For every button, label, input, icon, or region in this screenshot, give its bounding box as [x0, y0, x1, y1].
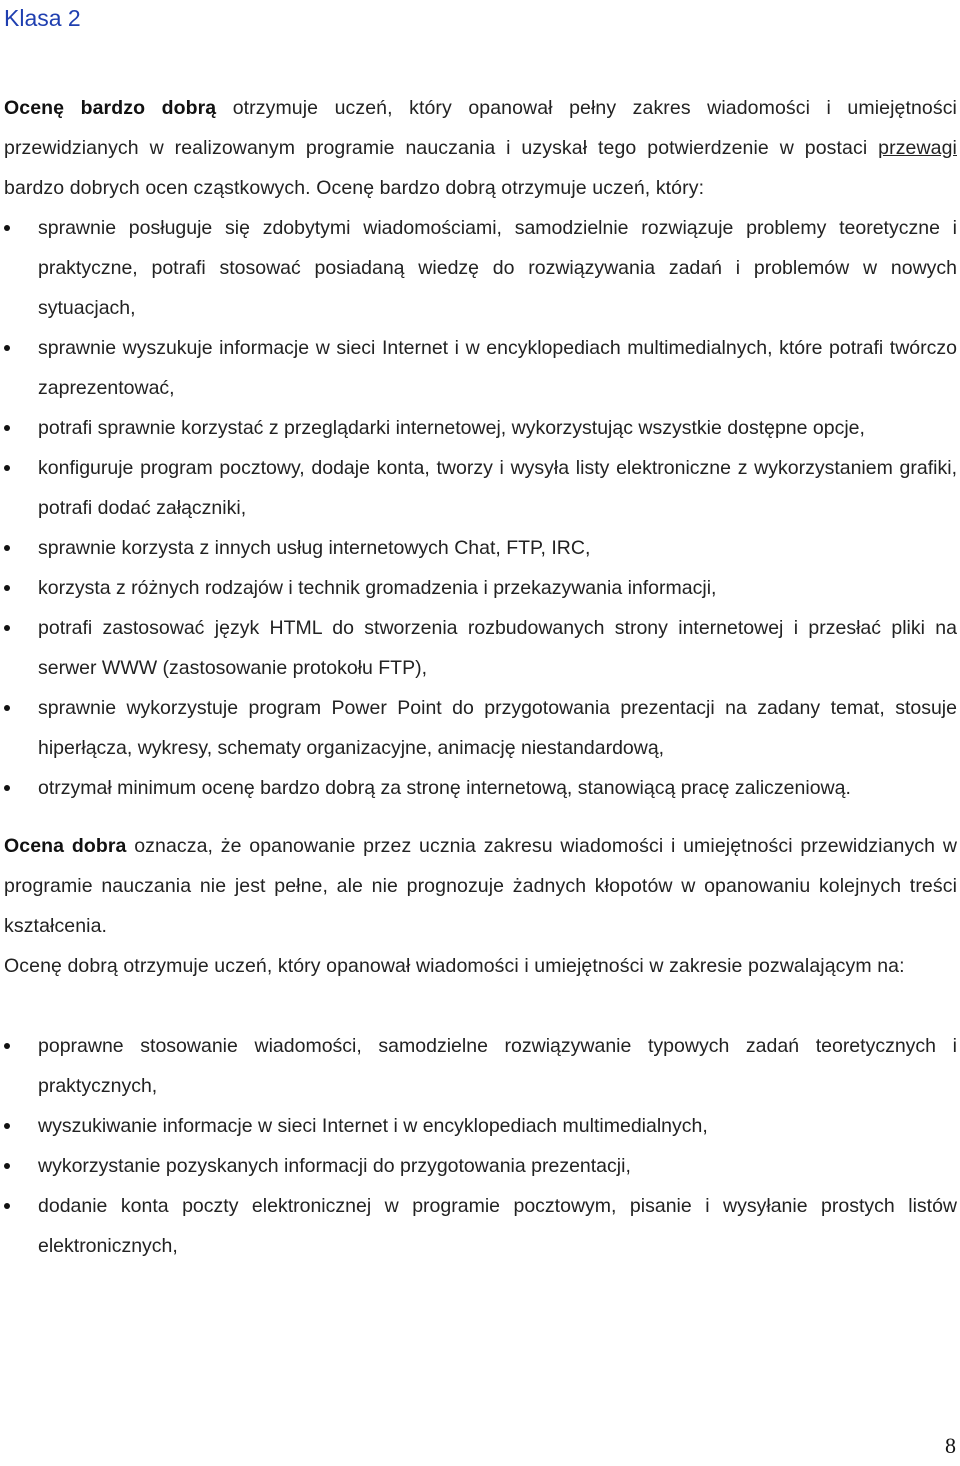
- page-number: 8: [945, 1433, 956, 1458]
- page-title: Klasa 2: [4, 5, 81, 31]
- spacer: [4, 808, 957, 826]
- very-good-intro: [4, 88, 957, 208]
- good-intro: [4, 826, 957, 946]
- very-good-criteria-list: [4, 208, 957, 808]
- document-body: [4, 88, 957, 1266]
- good-second-paragraph: Ocenę dobrą otrzymuje uczeń, który opanował wiadomości i umiejętności w zakresie pozwalającym na:: [4, 955, 905, 977]
- list-item: korzysta z różnych rodzajów i technik gromadzenia i przekazywania informacji,: [4, 568, 957, 608]
- underlined-text: przewagi: [878, 137, 957, 159]
- list-item: wyszukiwanie informacje w sieci Internet i w encyklopediach multimedialnych,: [4, 1106, 957, 1146]
- very-good-intro-text-2: bardzo dobrych ocen cząstkowych. Ocenę bardzo dobrą otrzymuje uczeń, który:: [4, 177, 705, 199]
- good-criteria-list: [4, 1026, 957, 1266]
- list-item: konfiguruje program pocztowy, dodaje konta, tworzy i wysyła listy elektroniczne z wykorzystaniem grafiki, potrafi dodać załączniki,: [4, 448, 957, 528]
- spacer: [4, 986, 957, 1026]
- list-item: otrzymał minimum ocenę bardzo dobrą za stronę internetową, stanowiącą pracę zaliczeniową.: [4, 768, 957, 808]
- list-item: sprawnie posługuje się zdobytymi wiadomościami, samodzielnie rozwiązuje problemy teoretyczne i praktyczne, potrafi stosować posiadaną wiedzę do rozwiązywania zadań i problemów w nowych sytuacjach,: [4, 208, 957, 328]
- list-item: poprawne stosowanie wiadomości, samodzielne rozwiązywanie typowych zadań teoretycznych i praktycznych,: [4, 1026, 957, 1106]
- list-item: potrafi sprawnie korzystać z przeglądarki internetowej, wykorzystując wszystkie dostępne opcje,: [4, 408, 957, 448]
- good-intro-text: oznacza, że opanowanie przez ucznia zakresu wiadomości i umiejętności przewidzianych w programie nauczania nie jest pełne, ale nie prognozuje żadnych kłopotów w opanowaniu kolejnych treści kształcenia.: [4, 835, 957, 937]
- very-good-label: Ocenę bardzo dobrą: [4, 97, 217, 119]
- list-item: wykorzystanie pozyskanych informacji do przygotowania prezentacji,: [4, 1146, 957, 1186]
- good-label: Ocena dobra: [4, 835, 127, 857]
- list-item: sprawnie wyszukuje informacje w sieci Internet i w encyklopediach multimedialnych, które potrafi twórczo zaprezentować,: [4, 328, 957, 408]
- list-item: sprawnie wykorzystuje program Power Point do przygotowania prezentacji na zadany temat, stosuje hiperłącza, wykresy, schematy organizacyjne, animację niestandardową,: [4, 688, 957, 768]
- very-good-intro-text-1: otrzymuje uczeń, który opanował pełny zakres wiadomości i umiejętności przewidzianych w realizowanym programie nauczania i uzyskał tego potwierdzenie w postaci: [4, 97, 957, 159]
- list-item: dodanie konta poczty elektronicznej w programie pocztowym, pisanie i wysyłanie prostych listów elektronicznych,: [4, 1186, 957, 1266]
- list-item: sprawnie korzysta z innych usług internetowych Chat, FTP, IRC,: [4, 528, 957, 568]
- list-item: potrafi zastosować język HTML do stworzenia rozbudowanych strony internetowej i przesłać pliki na serwer WWW (zastosowanie protokołu FTP),: [4, 608, 957, 688]
